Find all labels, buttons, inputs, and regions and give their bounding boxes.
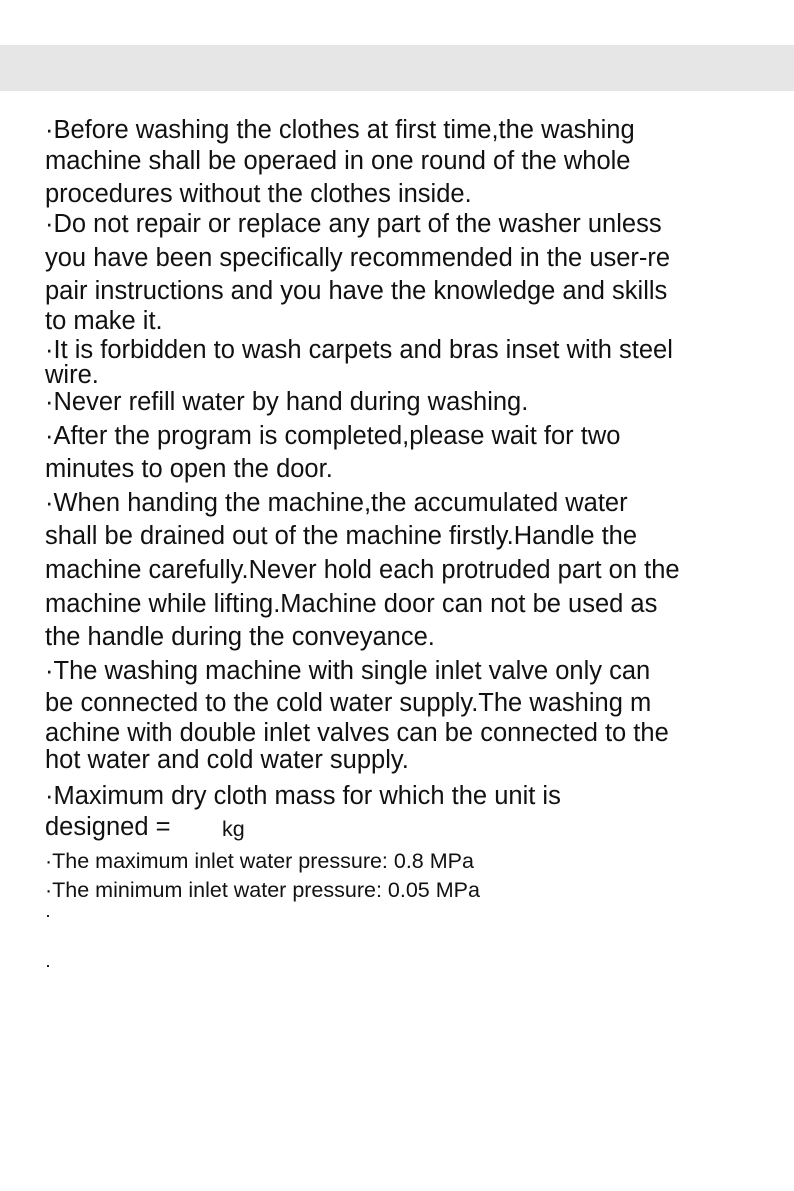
text-line: you have been specifically recommended in the user-re: [45, 244, 671, 272]
text-line: be connected to the cold water supply.The washing m: [45, 689, 652, 717]
text-line: the handle during the conveyance.: [45, 623, 435, 651]
text-line: ·Do not repair or replace any part of the washer unless: [45, 210, 662, 238]
text-line: wire.: [45, 361, 99, 389]
text-line: designed =: [45, 813, 171, 841]
text-line: pair instructions and you have the knowledge and skills: [45, 277, 668, 305]
text-line: ·Maximum dry cloth mass for which the unit is: [45, 782, 561, 810]
text-line: ·It is forbidden to wash carpets and bras inset with steel: [45, 336, 673, 364]
text-line: ·The maximum inlet water pressure: 0.8 MPa: [45, 849, 474, 873]
text-line: ·Never refill water by hand during washing.: [45, 388, 529, 416]
text-line: machine while lifting.Machine door can not be used as: [45, 590, 658, 618]
text-line: ·After the program is completed,please wait for two: [45, 422, 621, 450]
bullet-dot: [47, 965, 49, 967]
text-line: ·When handing the machine,the accumulated water: [45, 489, 628, 517]
text-line: achine with double inlet valves can be connected to the: [45, 719, 669, 747]
text-line: to make it.: [45, 307, 163, 335]
text-line: shall be drained out of the machine firstly.Handle the: [45, 522, 638, 550]
unit-label: kg: [222, 817, 245, 841]
text-line: ·The washing machine with single inlet valve only can: [45, 657, 651, 685]
text-line: ·The minimum inlet water pressure: 0.05 MPa: [45, 878, 480, 902]
text-line: procedures without the clothes inside.: [45, 180, 472, 208]
header-band: [0, 45, 794, 91]
text-line: machine shall be operaed in one round of the whole: [45, 147, 631, 175]
text-line: minutes to open the door.: [45, 455, 333, 483]
text-line: machine carefully.Never hold each protruded part on the: [45, 556, 680, 584]
bullet-dot: [47, 915, 49, 917]
text-line: hot water and cold water supply.: [45, 746, 409, 774]
text-line: ·Before washing the clothes at first time,the washing: [45, 116, 635, 144]
